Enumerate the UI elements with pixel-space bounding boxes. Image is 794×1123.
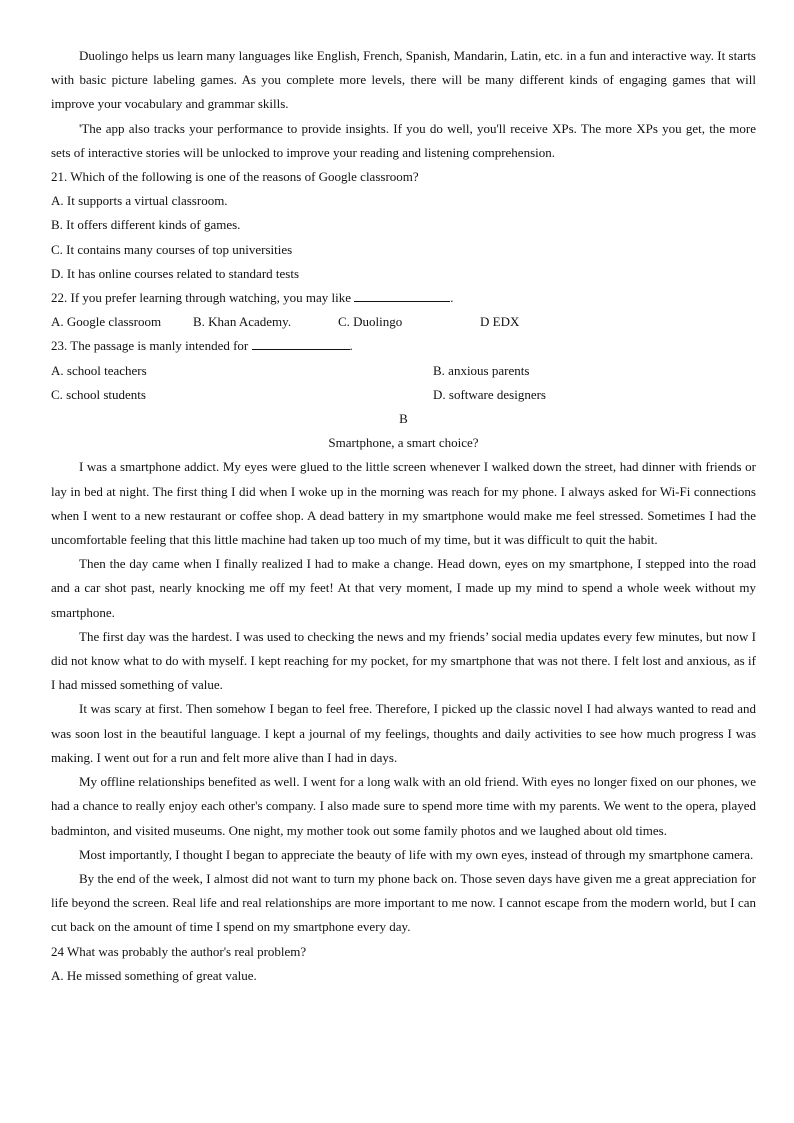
question-23-option-b: B. anxious parents — [433, 362, 530, 378]
question-21-option-d: D. It has online courses related to standard tests — [51, 265, 300, 281]
passage-b-paragraph-6: Most importantly, I thought I began to appreciate the beauty of life with my own eyes, instead of through my smartphone camera. — [79, 846, 754, 862]
question-24-stem: 24 What was probably the author's real problem? — [51, 943, 307, 959]
answer-blank — [354, 289, 450, 302]
question-23 — [51, 334, 756, 358]
question-21-stem: 21. Which of the following is one of the reasons of Google classroom? — [51, 169, 419, 185]
section-title: Smartphone, a smart choice? — [328, 435, 479, 451]
question-22-option-a: A. Google classroom — [51, 314, 162, 330]
question-23-option-c: C. school students — [51, 386, 146, 402]
question-22-option-c: C. Duolingo — [338, 314, 403, 330]
passage-b-paragraph-1: I was a smartphone addict. My eyes were glued to the little screen whenever I walked down the street, had dinner with friends or lay in bed at night. The first thing I did when I woke up in the morning was reach for my phone. I always asked for Wi-Fi connections when I went to a new restaurant or coffee shop. A dead battery in my smartphone would make me feel stressed. Sometimes I had the uncomfortable feeling that this little machine had taken up too much of my time, but it was difficult to quit the habit. — [51, 459, 756, 548]
passage-b-paragraph-4: It was scary at first. Then somehow I began to feel free. Therefore, I picked up the classic novel I had always wanted to read and was soon lost in the beautiful language. I kept a journal of my feelings, thoughts and daily activities to see how much progress I was making. I went out for a run and felt more alive than I had in days. — [51, 701, 756, 765]
question-23-stem: 23. The passage is manly intended for — [51, 338, 249, 354]
question-23-options-row-1 — [51, 359, 756, 383]
question-23-option-d: D. software designers — [433, 386, 546, 402]
question-22-end: . — [450, 290, 454, 306]
question-22 — [51, 286, 756, 310]
document-content — [51, 44, 756, 988]
section-letter: B — [399, 411, 408, 427]
question-22-option-d: D EDX — [480, 314, 520, 330]
question-23-options-row-2 — [51, 383, 756, 407]
question-21-option-b: B. It offers different kinds of games. — [51, 217, 241, 233]
passage-b-paragraph-7: By the end of the week, I almost did not want to turn my phone back on. Those seven days have given me a great appreciation for life beyond the screen. Real life and real relationships are more important to me now. I cannot escape from the modern world, but I can cut back on the amount of time I spend on my smartphone every day. — [51, 870, 756, 935]
question-22-options — [51, 310, 756, 334]
passage-b-paragraph-2: Then the day came when I finally realized I had to make a change. Head down, eyes on my smartphone, I stepped into the road and a car shot past, nearly knocking me off my feet! At that very moment, I made up my mind to spend a whole week without my smartphone. — [51, 556, 756, 620]
question-22-stem: 22. If you prefer learning through watching, you may like — [51, 290, 351, 306]
question-22-option-b: B. Khan Academy. — [193, 314, 292, 330]
passage-b-paragraph-3: The first day was the hardest. I was used to checking the news and my friends’ social media updates every few minutes, but now I did not know what to do with myself. I kept reaching for my pocket, for my smartphone that was not there. I felt lost and anxious, as if I had missed something of value. — [51, 628, 756, 693]
question-24-option-a: A. He missed something of great value. — [51, 967, 257, 983]
answer-blank — [252, 337, 350, 350]
question-23-option-a: A. school teachers — [51, 362, 147, 378]
question-23-end: . — [349, 338, 353, 354]
passage-a-paragraph-2: 'The app also tracks your performance to provide insights. If you do well, you'll receive XPs. The more XPs you get, the more sets of interactive stories will be unlocked to improve your reading and listening comprehension. — [51, 120, 756, 160]
question-21-option-a: A. It supports a virtual classroom. — [51, 193, 228, 209]
passage-a-paragraph-1: Duolingo helps us learn many languages like English, French, Spanish, Mandarin, Latin, etc. in a fun and interactive way. It starts with basic picture labeling games. As you complete more levels, there will be many different kinds of engaging games that will improve your vocabulary and grammar skills. — [51, 48, 756, 112]
passage-b-paragraph-5: My offline relationships benefited as well. I went for a long walk with an old friend. With eyes no longer fixed on our phones, we had a chance to really enjoy each other's company. I also made sure to spend more time with my parents. We went to the opera, played badminton, and visited museums. One night, my mother took out some family photos and we laughed about old times. — [51, 774, 756, 838]
question-21-option-c: C. It contains many courses of top universities — [51, 241, 293, 257]
